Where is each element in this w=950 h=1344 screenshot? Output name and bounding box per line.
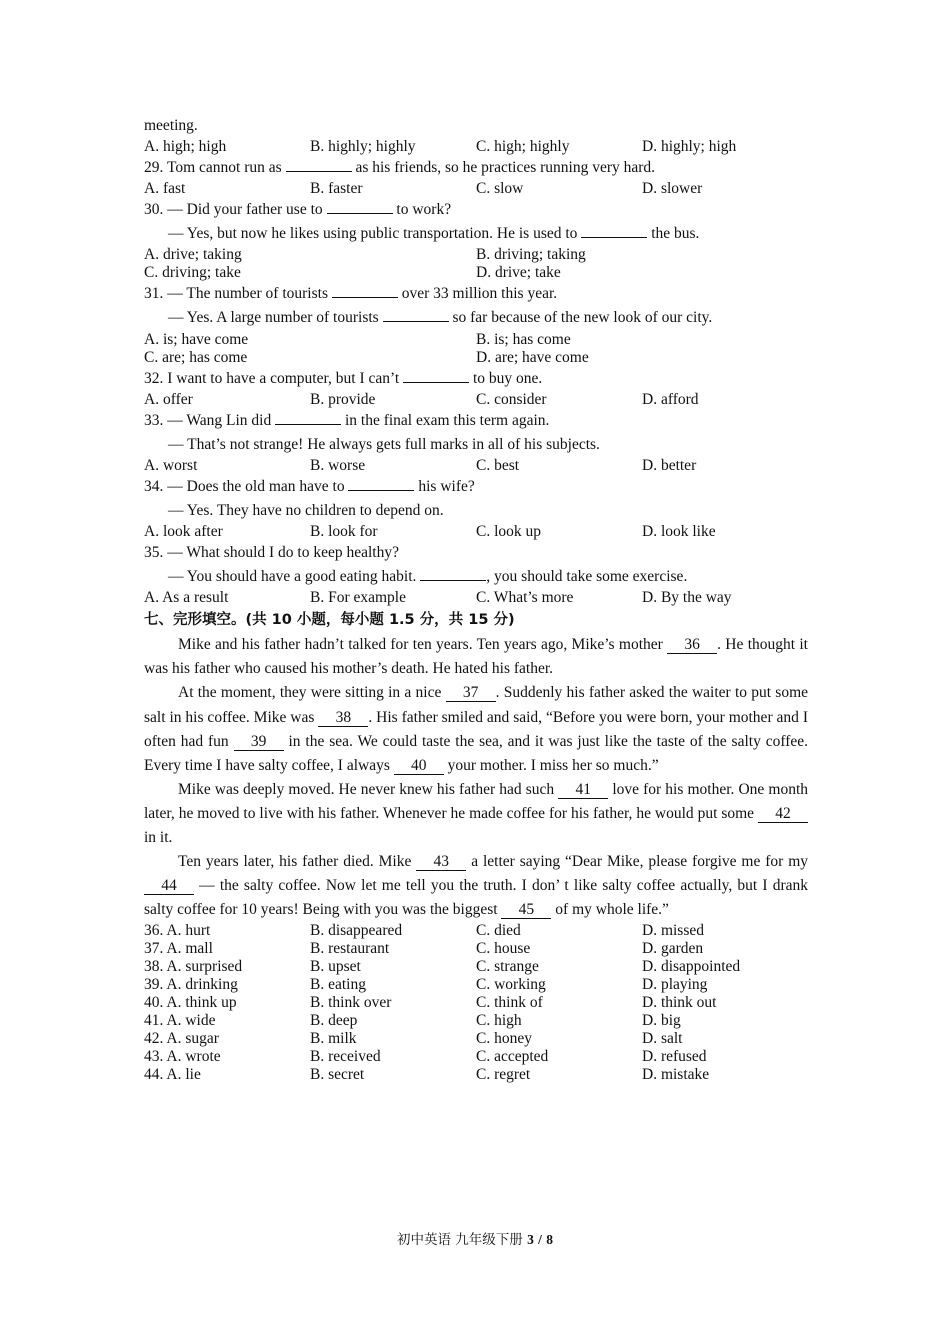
option: D. missed xyxy=(642,922,704,940)
cloze-blank: 37 xyxy=(446,685,496,702)
option: B. eating xyxy=(310,976,366,994)
option: D. playing xyxy=(642,976,708,994)
option: 43. A. wrote xyxy=(144,1048,221,1066)
option: D. better xyxy=(642,456,697,474)
cloze-blank: 45 xyxy=(501,902,551,919)
option: C. working xyxy=(476,976,546,994)
footer-label: 初中英语 九年级下册 xyxy=(397,1232,523,1248)
answer-blank xyxy=(275,410,341,425)
option: D. garden xyxy=(642,940,704,958)
passage-paragraph-4: Ten years later, his father died. Mike 43 a letter saying “Dear Mike, please forgive me for my 44 — the salty coffee. Now let me tell you the truth. I don’ t like salty coffee actually, but I drank salty coffee for 10 years! Being with you was the biggest 45 of my whole life.” xyxy=(144,853,809,919)
cloze-options-36 xyxy=(144,922,808,940)
option: B. secret xyxy=(310,1066,365,1084)
option: C. consider xyxy=(476,390,547,408)
option: D. salt xyxy=(642,1030,683,1048)
section-title: 七、完形填空。(共 10 小题，每小题 1.5 分，共 15 分) xyxy=(144,612,515,629)
answer-blank xyxy=(332,283,398,298)
question-34: 34. — Does the old man have to his wife? xyxy=(144,477,475,495)
q31-options-row1 xyxy=(144,331,808,349)
option: C. accepted xyxy=(476,1048,549,1066)
answer-blank xyxy=(420,566,486,581)
passage-paragraph-3: Mike was deeply moved. He never knew his father had such 41 love for his mother. One month later, he moved to live with his father. Whenever he made coffee for his father, he would put some 42 in it. xyxy=(144,780,809,846)
passage-paragraph-1: Mike and his father hadn’t talked for ten years. Ten years ago, Mike’s mother 36 . He thought it was his father who caused his mother’s death. He hated his father. xyxy=(144,636,808,678)
answer-blank xyxy=(403,368,469,383)
question-29: 29. Tom cannot run as as his friends, so he practices running very hard. xyxy=(144,159,656,177)
option: 36. A. hurt xyxy=(144,922,211,940)
option: A. fast xyxy=(144,180,186,198)
option: D. big xyxy=(642,1012,681,1030)
option: B. For example xyxy=(310,589,406,607)
option: A. drive; taking xyxy=(144,246,242,264)
q28-options xyxy=(144,138,808,156)
option: 44. A. lie xyxy=(144,1066,201,1084)
option: D. afford xyxy=(642,390,699,408)
q35-options xyxy=(144,589,808,607)
answer-blank xyxy=(348,476,414,491)
cloze-blank: 42 xyxy=(758,806,808,823)
option: B. think over xyxy=(310,994,392,1012)
option: C. slow xyxy=(476,180,524,198)
question-31: 31. — The number of tourists over 33 million this year. xyxy=(144,285,558,303)
q34-options xyxy=(144,523,808,541)
intro-fragment: meeting. xyxy=(144,117,198,134)
option: B. disappeared xyxy=(310,922,403,940)
option: A. is; have come xyxy=(144,330,249,348)
page-total: 8 xyxy=(546,1232,553,1247)
option: C. high xyxy=(476,1012,522,1030)
question-30-reply: — Yes, but now he likes using public transportation. He is used to the bus. xyxy=(168,225,700,243)
option: D. mistake xyxy=(642,1066,710,1084)
page-content xyxy=(144,114,808,1084)
option: C. look up xyxy=(476,523,542,541)
option: D. refused xyxy=(642,1048,707,1066)
option: A. As a result xyxy=(144,589,229,607)
option: C. high; highly xyxy=(476,138,570,156)
option: D. disappointed xyxy=(642,958,741,976)
cloze-blank: 40 xyxy=(394,758,444,775)
q32-options xyxy=(144,391,808,409)
cloze-options-37 xyxy=(144,940,808,958)
option: B. restaurant xyxy=(310,940,390,958)
q30-options-row2 xyxy=(144,264,808,282)
page-footer xyxy=(0,1228,950,1248)
option: 39. A. drinking xyxy=(144,976,238,994)
question-33-reply: — That’s not strange! He always gets full marks in all of his subjects. xyxy=(168,435,600,453)
option: A. look after xyxy=(144,523,223,541)
cloze-blank: 38 xyxy=(318,710,368,727)
cloze-blank: 36 xyxy=(667,637,717,654)
cloze-options-40 xyxy=(144,994,808,1012)
q31-options-row2 xyxy=(144,349,808,367)
option: B. highly; highly xyxy=(310,138,416,156)
question-31-reply: — Yes. A large number of tourists so far because of the new look of our city. xyxy=(168,309,713,327)
option: D. drive; take xyxy=(476,264,561,282)
cloze-options-41 xyxy=(144,1012,808,1030)
option: A. offer xyxy=(144,390,193,408)
option: C. are; has come xyxy=(144,348,248,366)
option: B. is; has come xyxy=(476,330,571,348)
option: B. provide xyxy=(310,390,376,408)
answer-blank xyxy=(327,199,393,214)
option: 37. A. mall xyxy=(144,940,213,958)
option: C. think of xyxy=(476,994,543,1012)
cloze-options-38 xyxy=(144,958,808,976)
question-34-reply: — Yes. They have no children to depend on. xyxy=(168,501,444,519)
answer-blank xyxy=(581,223,647,238)
option: C. regret xyxy=(476,1066,531,1084)
option: B. received xyxy=(310,1048,381,1066)
page-number: 3 xyxy=(527,1232,534,1247)
option: D. By the way xyxy=(642,589,732,607)
option: C. died xyxy=(476,922,521,940)
option: C. house xyxy=(476,940,531,958)
option: 42. A. sugar xyxy=(144,1030,219,1048)
option: B. worse xyxy=(310,456,366,474)
option: B. upset xyxy=(310,958,361,976)
answer-blank xyxy=(286,157,352,172)
option: D. highly; high xyxy=(642,138,737,156)
q29-options xyxy=(144,180,808,198)
cloze-blank: 41 xyxy=(558,782,608,799)
cloze-options-43 xyxy=(144,1048,808,1066)
question-32: 32. I want to have a computer, but I can’t to buy one. xyxy=(144,369,543,387)
option: 40. A. think up xyxy=(144,994,237,1012)
option: C. driving; take xyxy=(144,264,241,282)
option: D. are; have come xyxy=(476,348,589,366)
option: A. worst xyxy=(144,456,198,474)
option: B. milk xyxy=(310,1030,357,1048)
cloze-options-44 xyxy=(144,1066,808,1084)
option: C. honey xyxy=(476,1030,532,1048)
option: A. high; high xyxy=(144,138,227,156)
question-30: 30. — Did your father use to to work? xyxy=(144,201,452,219)
answer-blank xyxy=(383,307,449,322)
cloze-options-39 xyxy=(144,976,808,994)
option: 38. A. surprised xyxy=(144,958,243,976)
question-35-reply: — You should have a good eating habit. , you should take some exercise. xyxy=(168,568,688,586)
option: C. What’s more xyxy=(476,589,574,607)
q33-options xyxy=(144,457,808,475)
option: D. look like xyxy=(642,523,716,541)
cloze-blank: 39 xyxy=(234,734,284,751)
cloze-blank: 43 xyxy=(416,854,466,871)
option: B. look for xyxy=(310,523,378,541)
q30-options-row1 xyxy=(144,246,808,264)
option: B. driving; taking xyxy=(476,246,586,264)
page-separator: / xyxy=(538,1232,542,1247)
cloze-blank: 44 xyxy=(144,878,194,895)
passage-paragraph-2: At the moment, they were sitting in a nice 37 . Suddenly his father asked the waiter to put some salt in his coffee. Mike was 38 . His father smiled and said, “Before you were born, your mother and I often had fun 39 in the sea. We could taste the sea, and it was just like the taste of the salty coffee. Every time I have salty coffee, I always 40 your mother. I miss her so much.” xyxy=(144,684,809,774)
cloze-options-42 xyxy=(144,1030,808,1048)
option: C. best xyxy=(476,456,520,474)
option: B. faster xyxy=(310,180,363,198)
option: D. slower xyxy=(642,180,703,198)
option: D. think out xyxy=(642,994,717,1012)
option: 41. A. wide xyxy=(144,1012,216,1030)
option: C. strange xyxy=(476,958,539,976)
option: B. deep xyxy=(310,1012,358,1030)
question-35: 35. — What should I do to keep healthy? xyxy=(144,544,399,562)
question-33: 33. — Wang Lin did in the final exam this term again. xyxy=(144,411,550,429)
